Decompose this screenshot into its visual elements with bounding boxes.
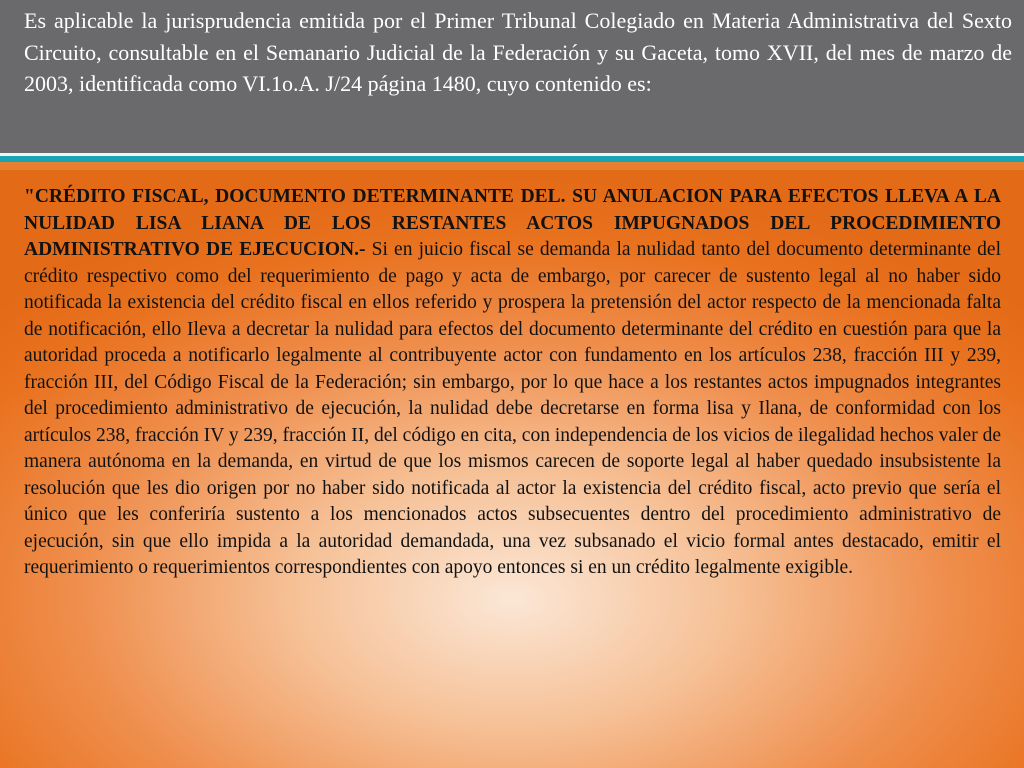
- quote-title: "CRÉDITO FISCAL, DOCUMENTO DETERMINANTE DEL. SU ANULACION PARA EFECTOS LLEVA A LA NULIDAD LISA LIANA DE LOS RESTANTES ACTOS IMPUGNADOS DEL PROCEDIMIENTO ADMINISTRATIVO DE EJECUCION.-: [24, 186, 1001, 260]
- jurisprudence-quote: [24, 184, 1001, 582]
- quote-body: Si en juicio fiscal se demanda la nulidad tanto del documento determinante del crédito respectivo como del requerimiento de pago y acta de embargo, por carecer de sustento legal al no haber sido notificada la existencia del crédito fiscal en ellos referido y prospera la pretensión del actor respecto de la mencionada falta de notificación, ello Ileva a decretar la nulidad para efectos del documento determinante del crédito en cuestión para que la autoridad proceda a notificarlo legalmente al contribuyente actor con fundamento en los artículos 238, fracción III y 239, fracción III, del Código Fiscal de la Federación; sin embargo, por lo que hace a los restantes actos impugnados integrantes del procedimiento administrativo de ejecución, la nulidad debe decretarse en forma lisa y Ilana, de conformidad con los artículos 238, fracción IV y 239, fracción II, del código en cita, con independencia de los vicios de ilegalidad hechos valer de manera autónoma en la demanda, en virtud de que los mismos carecen de soporte legal al haber quedado insubsistente la resolución que les dio origen por no haber sido notificada al actor la existencia del crédito fiscal, acto previo que sería el único que les conferiría sustento a los mencionados actos subsecuentes dentro del procedimiento administrativo de ejecución, sin que ello impida a la autoridad demandada, una vez subsanado el vicio formal antes destacado, emitir el requerimiento o requerimientos correspondientes con apoyo entonces si en un crédito legalmente exigible.: [24, 239, 1001, 578]
- divider-orange-stripe: [0, 162, 1024, 170]
- header-band: [0, 0, 1024, 153]
- intro-text: Es aplicable la jurisprudencia emitida por el Primer Tribunal Colegiado en Materia Administrativa del Sexto Circuito, consultable en el Semanario Judicial de la Federación y su Gaceta, tomo XVII, del mes de marzo de 2003, identificada como VI.1o.A. J/24 página 1480, cuyo contenido es:: [24, 8, 1012, 96]
